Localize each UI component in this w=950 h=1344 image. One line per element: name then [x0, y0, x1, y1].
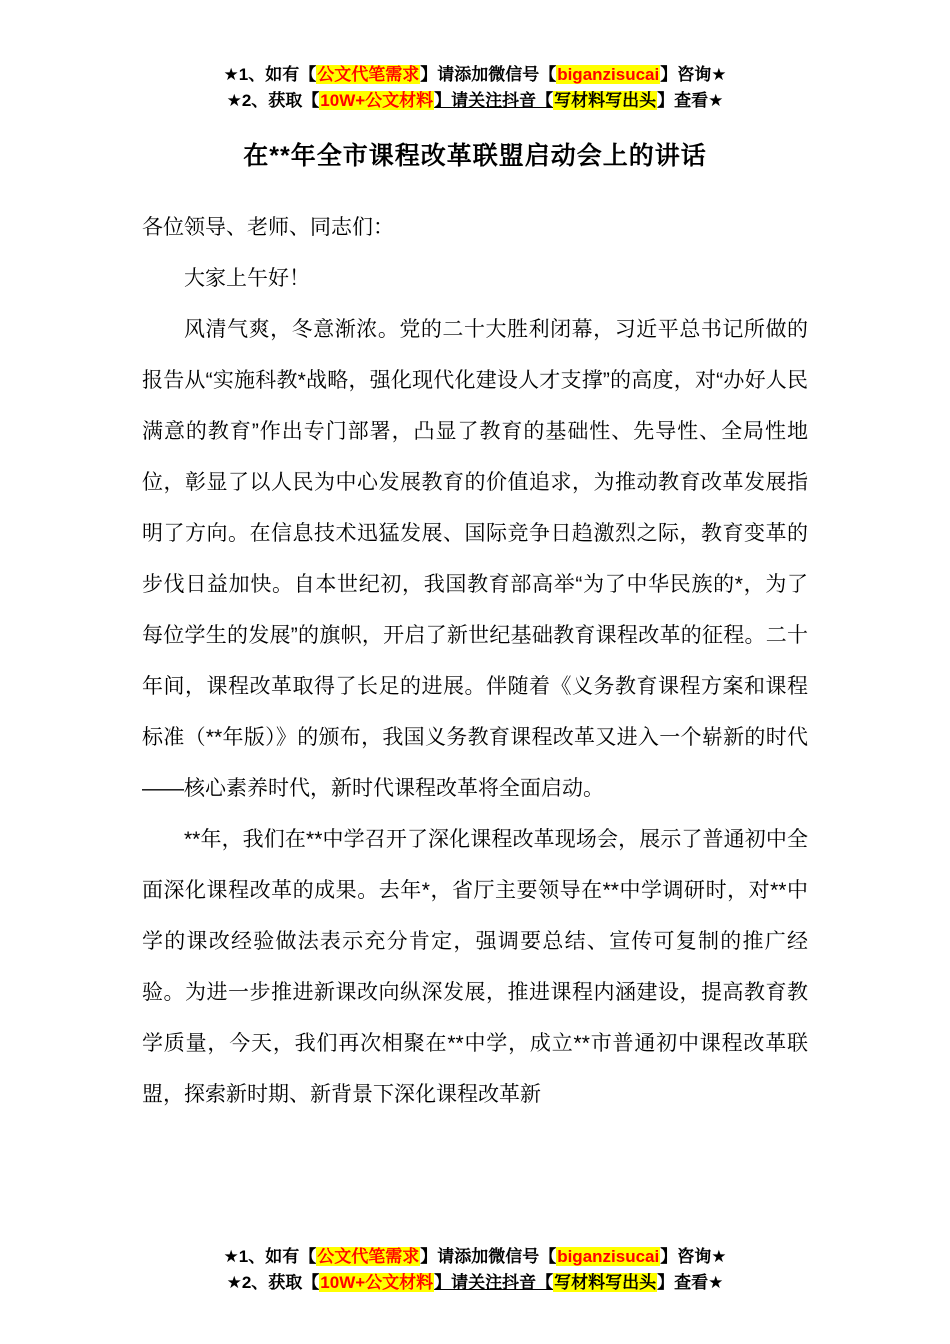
- promo-line-1-lead: ★1、如有【: [223, 65, 317, 84]
- promo-line-2: [142, 88, 808, 114]
- promo-line-1-highlight-2: biganzisucai: [557, 65, 660, 84]
- document-body: [142, 202, 808, 1120]
- paragraph-2: **年，我们在**中学召开了深化课程改革现场会，展示了普通初中全面深化课程改革的成果。去年*，省厅主要领导在**中学调研时，对**中学的课改经验做法表示充分肯定，强调要总结、宣传可复制的推广经验。为进一步推进新课改向纵深发展，推进课程内涵建设，提高教育教学质量，今天，我们再次相聚在**中学，成立**市普通初中课程改革联盟，探索新时期、新背景下深化课程改革新: [142, 828, 808, 1106]
- promo-bottom-line-1-tail: 】咨询★: [660, 1247, 727, 1266]
- promo-line-2-lead: ★2、获取【: [226, 91, 320, 110]
- promo-bottom-line-2-highlight-1: 10W+公文材料: [320, 1273, 434, 1292]
- promo-bottom-line-1-highlight-1: 公文代笔需求: [317, 1247, 420, 1266]
- promo-line-1: [142, 62, 808, 88]
- promo-line-2-mid: 】请关注抖音【: [434, 91, 554, 110]
- promo-line-2-highlight-2: 写材料写出头: [554, 91, 657, 110]
- promo-line-2-tail: 】查看★: [657, 91, 724, 110]
- paragraph-greeting: 大家上午好！: [184, 267, 310, 290]
- promo-bottom-line-2-mid: 】请关注抖音【: [434, 1273, 554, 1292]
- promo-line-1-tail: 】咨询★: [660, 65, 727, 84]
- promo-bottom-line-1: [0, 1244, 950, 1270]
- promo-line-1-mid: 】请添加微信号【: [420, 65, 557, 84]
- promo-bottom-line-2-highlight-2: 写材料写出头: [554, 1273, 657, 1292]
- paragraph-salutation: 各位领导、老师、同志们：: [142, 216, 394, 239]
- page-title: 在**年全市课程改革联盟启动会上的讲话: [243, 142, 707, 170]
- promo-bottom-line-2-lead: ★2、获取【: [226, 1273, 320, 1292]
- promo-line-2-highlight-1: 10W+公文材料: [320, 91, 434, 110]
- promo-bottom-line-2-tail: 】查看★: [657, 1273, 724, 1292]
- promo-line-1-highlight-1: 公文代笔需求: [317, 65, 420, 84]
- promo-banner-top: [142, 0, 808, 114]
- promo-banner-bottom: [0, 1244, 950, 1296]
- promo-bottom-line-1-highlight-2: biganzisucai: [557, 1247, 660, 1266]
- promo-bottom-line-1-lead: ★1、如有【: [223, 1247, 317, 1266]
- promo-bottom-line-2: [0, 1270, 950, 1296]
- promo-bottom-line-1-mid: 】请添加微信号【: [420, 1247, 557, 1266]
- paragraph-1: 风清气爽，冬意渐浓。党的二十大胜利闭幕，习近平总书记所做的报告从“实施科教*战略，强化现代化建设人才支撑”的高度，对“办好人民满意的教育”作出专门部署，凸显了教育的基础性、先导性、全局性地位，彰显了以人民为中心发展教育的价值追求，为推动教育改革发展指明了方向。在信息技术迅猛发展、国际竞争日趋激烈之际，教育变革的步伐日益加快。自本世纪初，我国教育部高举“为了中华民族的*，为了每位学生的发展”的旗帜，开启了新世纪基础教育课程改革的征程。二十年间，课程改革取得了长足的进展。伴随着《义务教育课程方案和课程标准（**年版）》的颁布，我国义务教育课程改革又进入一个崭新的时代——核心素养时代，新时代课程改革将全面启动。: [142, 318, 808, 800]
